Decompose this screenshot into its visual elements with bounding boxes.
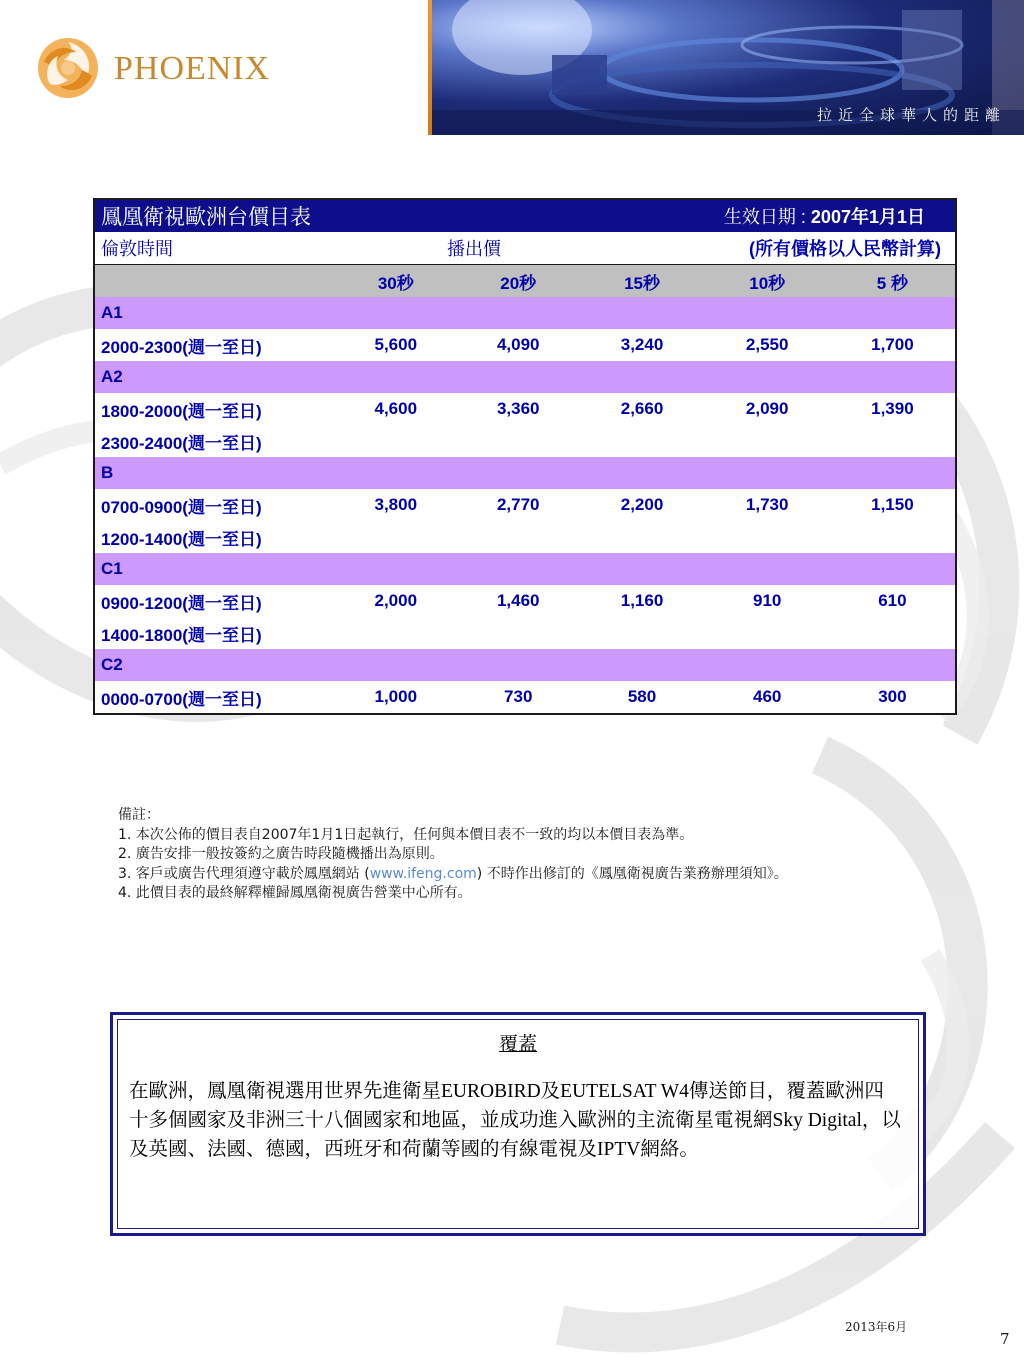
- price-cell: 2,200: [579, 489, 704, 521]
- table-row: [94, 489, 956, 521]
- category-label: C2: [94, 649, 956, 681]
- price-cell: 610: [830, 585, 956, 617]
- time-slot: 0700-0900(週一至日): [94, 489, 335, 521]
- time-slot: 0000-0700(週一至日): [94, 681, 335, 714]
- price-cell: 4,090: [457, 329, 579, 361]
- empty-cells: [335, 617, 956, 649]
- price-cell: 580: [579, 681, 704, 714]
- table-row: [94, 681, 956, 714]
- price-table: [93, 198, 957, 715]
- price-cell: 2,770: [457, 489, 579, 521]
- price-cell: 2,090: [705, 393, 830, 425]
- time-slot: 1400-1800(週一至日): [94, 617, 335, 649]
- price-cell: 730: [457, 681, 579, 714]
- price-cell: 1,460: [457, 585, 579, 617]
- price-cell: 1,390: [830, 393, 956, 425]
- effective-label: 生效日期 :: [723, 207, 811, 227]
- header-banner: [0, 0, 1024, 135]
- note-item: 2. 廣告安排一般按簽約之廣告時段隨機播出為原則。: [118, 846, 444, 862]
- logo-area: [0, 0, 428, 135]
- price-cell: 1,700: [830, 329, 956, 361]
- coverage-title: 覆蓋: [498, 1034, 537, 1055]
- table-row: [94, 521, 956, 553]
- ifeng-link[interactable]: www.ifeng.com: [369, 865, 477, 882]
- price-cell: 3,240: [579, 329, 704, 361]
- category-row: [94, 297, 956, 329]
- category-row: [94, 649, 956, 681]
- col-header: 20秒: [457, 265, 579, 298]
- table-subheader-row: [94, 232, 956, 265]
- table-row: [94, 329, 956, 361]
- effective-date: [579, 199, 956, 232]
- price-cell: 5,600: [335, 329, 457, 361]
- price-cell: 1,000: [335, 681, 457, 714]
- price-cell: 3,360: [457, 393, 579, 425]
- duration-header-blank: [94, 265, 335, 298]
- col-header: 10秒: [705, 265, 830, 298]
- price-cell: 300: [830, 681, 956, 714]
- empty-cells: [335, 425, 956, 457]
- category-label: C1: [94, 553, 956, 585]
- price-cell: 1,150: [830, 489, 956, 521]
- time-slot: 1200-1400(週一至日): [94, 521, 335, 553]
- time-label: 倫敦時間: [94, 232, 335, 265]
- table-row: [94, 393, 956, 425]
- duration-header-row: [94, 265, 956, 298]
- table-row: [94, 585, 956, 617]
- table-title-row: [94, 199, 956, 232]
- page-number: 7: [1000, 1330, 1010, 1348]
- tagline: 拉近全球華人的距離: [816, 106, 1006, 124]
- notes-section: [118, 806, 788, 904]
- price-cell: 910: [705, 585, 830, 617]
- price-cell: 460: [705, 681, 830, 714]
- category-label: A2: [94, 361, 956, 393]
- table-row: [94, 617, 956, 649]
- coverage-body: 在歐洲，鳳凰衛視選用世界先進衛星EUROBIRD及EUTELSAT W4傳送節目，覆蓋歐洲四十多個國家及非洲三十八個國家和地區，並成功進入歐洲的主流衛星電視網Sky Digital，以及英國、法國、德國，西班牙和荷蘭等國的有線電視及IPTV網絡。: [129, 1081, 901, 1160]
- time-slot: 0900-1200(週一至日): [94, 585, 335, 617]
- table-row: [94, 425, 956, 457]
- notes-heading: 備註：: [118, 807, 160, 823]
- category-row: [94, 361, 956, 393]
- category-row: [94, 457, 956, 489]
- price-cell: 2,550: [705, 329, 830, 361]
- time-slot: 1800-2000(週一至日): [94, 393, 335, 425]
- note-item: 1. 本次公佈的價目表自2007年1月1日起執行，任何與本價目表不一致的均以本價目表為準。: [118, 826, 694, 843]
- currency-note: (所有價格以人民幣計算): [579, 232, 956, 265]
- coverage-box: [110, 1012, 926, 1236]
- note-item: 4. 此價目表的最終解釋權歸鳳凰衛視廣告營業中心所有。: [118, 885, 472, 901]
- price-label: 播出價: [335, 232, 580, 265]
- studio-photo: [432, 0, 1024, 135]
- price-cell: 1,730: [705, 489, 830, 521]
- footer-date: 2013年6月: [845, 1320, 908, 1334]
- brand-name: PHOENIX: [114, 50, 271, 87]
- effective-date-value: 2007年1月1日: [810, 207, 925, 227]
- col-header: 5 秒: [830, 265, 956, 298]
- empty-cells: [335, 521, 956, 553]
- time-slot: 2000-2300(週一至日): [94, 329, 335, 361]
- note-item: [118, 865, 788, 885]
- price-cell: 3,800: [335, 489, 457, 521]
- col-header: 15秒: [579, 265, 704, 298]
- category-row: [94, 553, 956, 585]
- note-text: 3. 客戶或廣告代理須遵守載於鳳凰網站 (: [118, 865, 370, 882]
- category-label: B: [94, 457, 956, 489]
- table-title: 鳳凰衛視歐洲台價目表: [94, 199, 579, 232]
- phoenix-logo-icon: [36, 36, 100, 100]
- category-label: A1: [94, 297, 956, 329]
- price-cell: 4,600: [335, 393, 457, 425]
- price-cell: 2,660: [579, 393, 704, 425]
- col-header: 30秒: [335, 265, 457, 298]
- time-slot: 2300-2400(週一至日): [94, 425, 335, 457]
- price-cell: 1,160: [579, 585, 704, 617]
- note-text: ) 不時作出修訂的《鳳凰衛視廣告業務辦理須知》。: [476, 865, 788, 882]
- price-cell: 2,000: [335, 585, 457, 617]
